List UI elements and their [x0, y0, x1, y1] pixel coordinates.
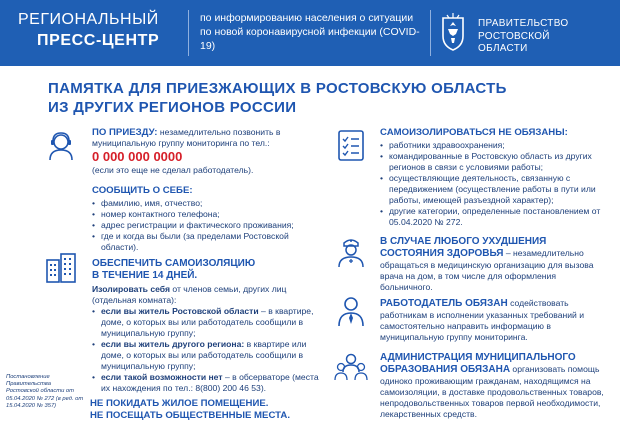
isolation-heading-line1: ОБЕСПЕЧИТЬ САМОИЗОЛЯЦИЮ: [92, 258, 256, 269]
list-item: [92, 339, 324, 372]
not-obliged-section: [380, 127, 606, 228]
header-divider: [188, 10, 189, 56]
page-title-line1: ПАМЯТКА ДЛЯ ПРИЕЗЖАЮЩИХ В РОСТОВСКУЮ ОБЛАСТЬ: [48, 80, 507, 97]
admin-body: [380, 364, 606, 420]
monitoring-phone: 0 000 000 0000: [92, 149, 183, 164]
stay-home-line1: НЕ ПОКИДАТЬ ЖИЛОЕ ПОМЕЩЕНИЕ.: [90, 398, 269, 409]
report-heading: СООБЩИТЬ О СЕБЕ:: [92, 185, 193, 196]
report-section: [92, 185, 310, 253]
admin-heading-line2: ОБРАЗОВАНИЯ ОБЯЗАНА: [380, 364, 511, 375]
list-item: [92, 306, 324, 339]
press-center-subtitle: по информированию населения о ситуации по новой коронавирусной инфекции (COVID-19): [200, 12, 420, 52]
arrival-note: (если это еще не сделал работодатель).: [92, 165, 254, 175]
list-item: • командированные в Ростовскую область из других регионов в связи с условиями работы;: [380, 151, 606, 173]
isolation-lead-bold: Изолировать себя: [92, 284, 170, 294]
case-bold: если такой возможности нет: [101, 372, 223, 382]
checklist-icon: [334, 128, 368, 162]
health-heading-line1: В СЛУЧАЕ ЛЮБОГО УХУДШЕНИЯ: [380, 236, 547, 247]
page-title: [48, 79, 528, 117]
buildings-icon: [44, 250, 78, 284]
community-icon: [334, 350, 368, 384]
employer-icon: [334, 294, 368, 328]
coat-of-arms-icon: [440, 12, 466, 52]
arrival-text: незамедлительно позвонить в муниципальную группу мониторинга по тел.:: [92, 127, 281, 148]
decree-reference: Постановление Правительства Ростовской области от 05.04.2020 № 272 (в ред. от 15.04.2020 № 357): [6, 374, 84, 409]
stay-home-callout: [90, 398, 290, 422]
case-rest: в квартире или доме, о которых вы или работодатель сообщили в муниципальную группу;: [101, 339, 307, 371]
employer-section: [380, 298, 606, 343]
list-item: • работники здравоохранения;: [380, 140, 606, 151]
list-item: • где и когда вы были (за пределами Ростовской области).: [92, 231, 310, 253]
phone-operator-icon: [44, 128, 78, 162]
header-banner: [0, 0, 620, 66]
not-obliged-heading: САМОИЗОЛИРОВАТЬСЯ НЕ ОБЯЗАНЫ:: [380, 127, 568, 138]
health-heading-line2: СОСТОЯНИЯ ЗДОРОВЬЯ: [380, 248, 504, 259]
employer-text: содействовать работникам в исполнении указанных требований и самостоятельно направить информацию в муниципальную группу мониторинга.: [380, 298, 585, 342]
employer-heading: РАБОТОДАТЕЛЬ ОБЯЗАН: [380, 298, 508, 309]
press-center-title-line1: РЕГИОНАЛЬНЫЙ: [18, 11, 159, 28]
header-divider: [430, 10, 431, 56]
admin-heading-line1: АДМИНИСТРАЦИЯ МУНИЦИПАЛЬНОГО: [380, 352, 576, 363]
list-item: • адрес регистрации и фактического проживания;: [92, 220, 310, 231]
press-center-title-line2: ПРЕСС-ЦЕНТР: [37, 32, 160, 49]
health-worsening-section: [380, 236, 606, 293]
page-title-line2: ИЗ ДРУГИХ РЕГИОНОВ РОССИИ: [48, 99, 297, 116]
nurse-icon: [334, 234, 368, 268]
case-bold: если вы житель Ростовской области: [101, 306, 259, 316]
list-item: [92, 372, 324, 394]
government-line2: РОСТОВСКОЙ: [478, 30, 550, 42]
government-line3: ОБЛАСТИ: [478, 43, 528, 54]
administration-section: [380, 352, 606, 420]
isolation-section: [92, 258, 324, 394]
arrival-heading: ПО ПРИЕЗДУ:: [92, 127, 158, 138]
case-rest: – в обсерваторе (места их нахождения по тел.: 8(800) 200 46 53).: [101, 372, 319, 393]
list-item: • осуществляющие деятельность, связанную с передвижением (осуществление работы в пути или работы, имеющей разъездной характер);: [380, 173, 606, 206]
admin-text: организовать помощь одиноко проживающим гражданам, находящимся на самоизоляции, в доставке продовольственных товаров, непродовольственных товаров первой необходимости, лекарственных средств.: [380, 364, 604, 419]
case-rest: – в квартире, доме, о которых вы или работодатель сообщили в муниципальную группу;: [101, 306, 314, 338]
health-body: [380, 248, 606, 293]
health-text: – незамедлительно обращаться в медицинскую организацию для вызова врача на дом, в том числе для оформления больничного.: [380, 248, 594, 292]
list-item: • номер контактного телефона;: [92, 209, 310, 220]
case-bold: если вы житель другого региона:: [101, 339, 245, 349]
isolation-lead-rest: от членов семьи, других лиц (отдельная комната):: [92, 284, 287, 305]
list-item: • фамилию, имя, отчество;: [92, 198, 310, 209]
list-item: • другие категории, определенные постановлением от 05.04.2020 № 272.: [380, 206, 606, 228]
government-line1: ПРАВИТЕЛЬСТВО: [478, 18, 569, 29]
arrival-section: [92, 127, 310, 176]
isolation-heading-line2: В ТЕЧЕНИЕ 14 ДНЕЙ.: [92, 270, 198, 281]
stay-home-line2: НЕ ПОСЕЩАТЬ ОБЩЕСТВЕННЫЕ МЕСТА.: [90, 410, 290, 421]
government-name: [478, 18, 588, 56]
isolation-lead: [92, 284, 324, 306]
